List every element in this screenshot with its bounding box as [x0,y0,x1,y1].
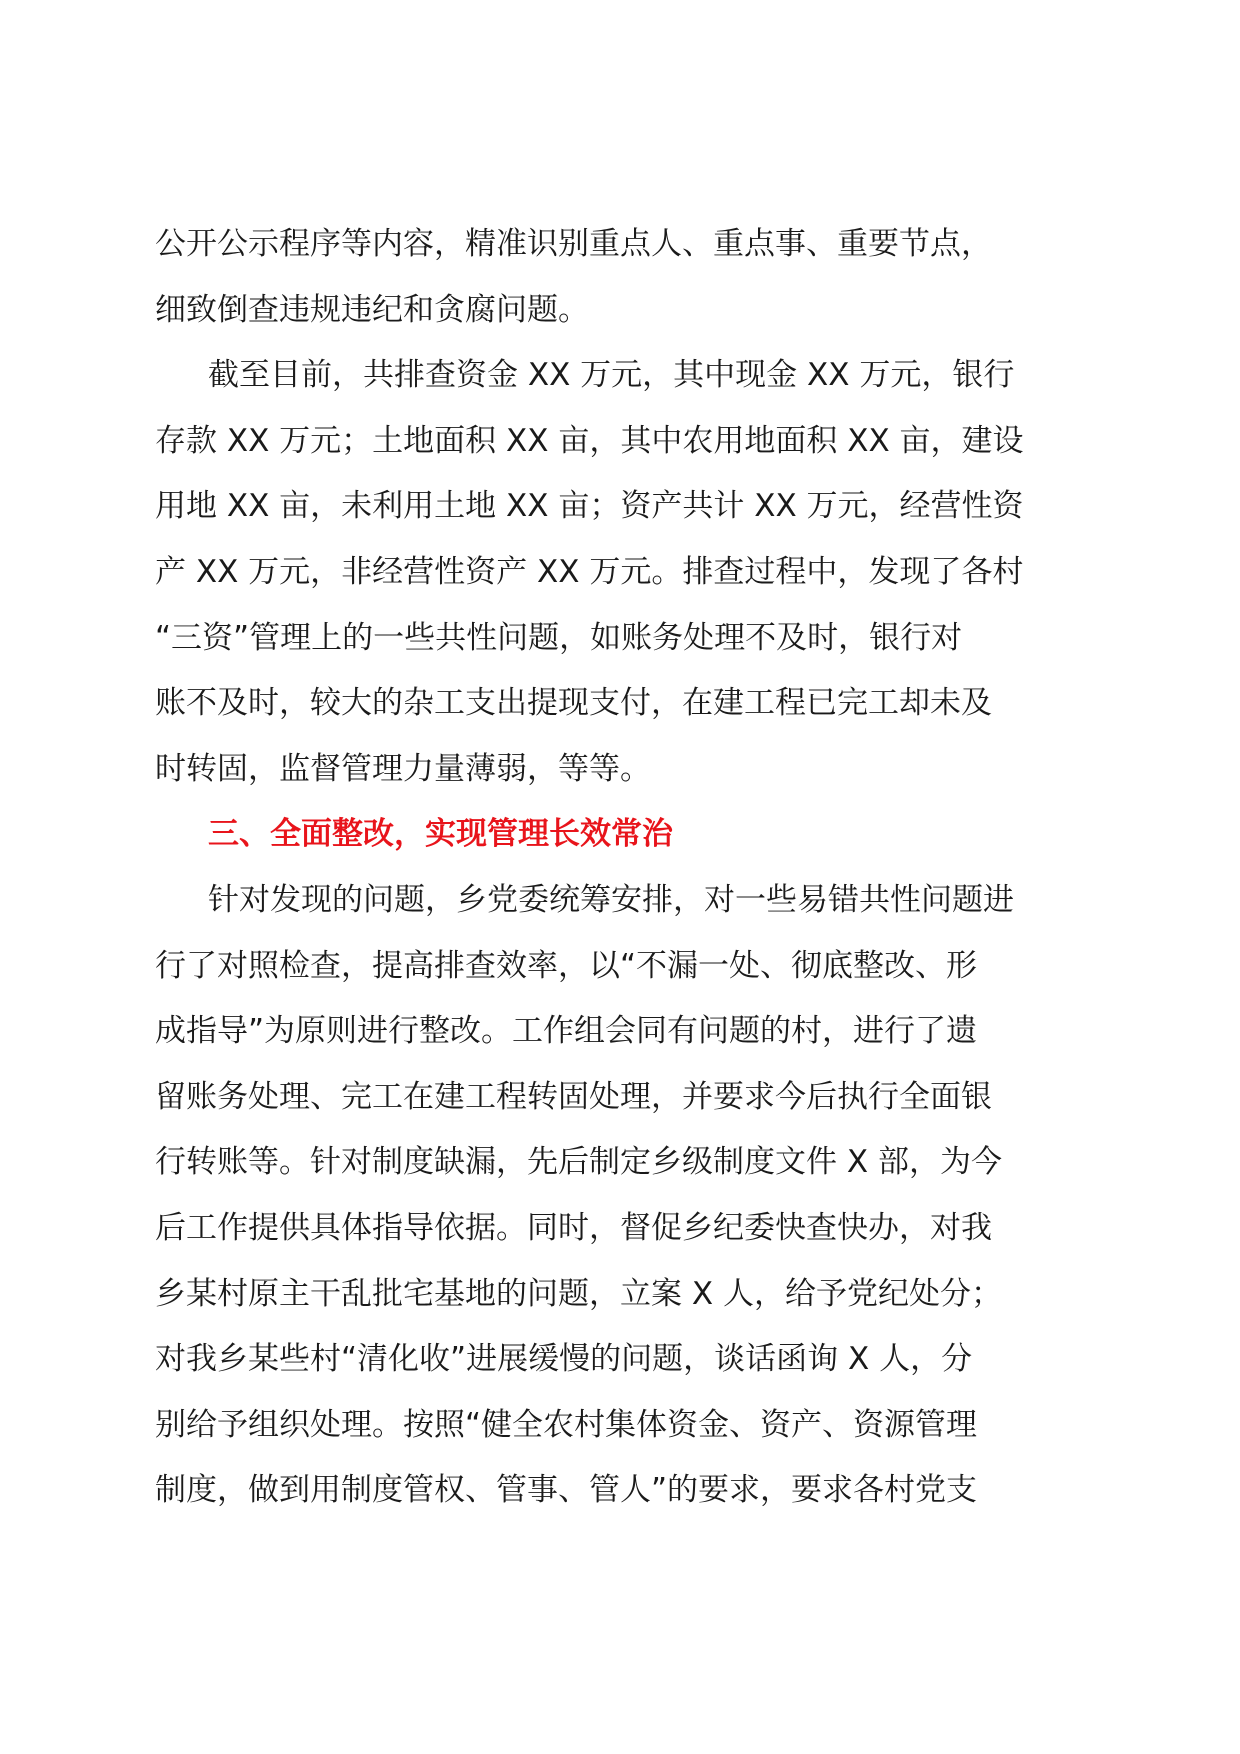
paragraph-line: 成指导”为原则进行整改。工作组会同有问题的村，进行了遗 [155,1013,978,1050]
paragraph-line: 存款 XX 万元；土地面积 XX 亩，其中农用地面积 XX 亩，建设 [155,422,1024,459]
paragraph-line: 行转账等。针对制度缺漏，先后制定乡级制度文件 X 部，为今 [155,1144,1002,1181]
paragraph-line: 后工作提供具体指导依据。同时，督促乡纪委快查快办，对我 [155,1209,992,1246]
paragraph-line: 产 XX 万元，非经营性资产 XX 万元。排查过程中，发现了各村 [155,553,1024,590]
paragraph-line: 账不及时，较大的杂工支出提现支付，在建工程已完工却未及 [155,685,992,722]
paragraph-line: “三资”管理上的一些共性问题，如账务处理不及时，银行对 [155,619,963,656]
paragraph-line: 乡某村原主干乱批宅基地的问题，立案 X 人，给予党纪处分； [155,1275,1002,1312]
paragraph-line: 行了对照检查，提高排查效率，以“不漏一处、彻底整改、形 [155,947,978,984]
paragraph-line: 留账务处理、完工在建工程转固处理，并要求今后执行全面银 [155,1078,992,1115]
paragraph-line: 别给予组织处理。按照“健全农村集体资金、资产、资源管理 [155,1406,978,1443]
paragraph-line: 时转固，监督管理力量薄弱，等等。 [155,750,651,787]
paragraph-line: 对我乡某些村“清化收”进展缓慢的问题，谈话函询 X 人，分 [155,1341,973,1378]
paragraph-line: 公开公示程序等内容，精准识别重点人、重点事、重要节点， [155,226,992,262]
paragraph-line: 制度，做到用制度管权、管事、管人”的要求，要求各村党支 [155,1472,978,1509]
paragraph-line: 截至目前，共排查资金 XX 万元，其中现金 XX 万元，银行 [208,357,1015,394]
document-body [155,212,1085,1524]
paragraph-line: 用地 XX 亩，未利用土地 XX 亩；资产共计 XX 万元，经营性资 [155,488,1024,525]
paragraph-line: 针对发现的问题，乡党委统筹安排，对一些易错共性问题进 [208,881,1014,918]
paragraph-line: 细致倒查违规违纪和贪腐问题。 [155,291,589,328]
section-heading: 三、全面整改，实现管理长效常治 [208,816,673,853]
